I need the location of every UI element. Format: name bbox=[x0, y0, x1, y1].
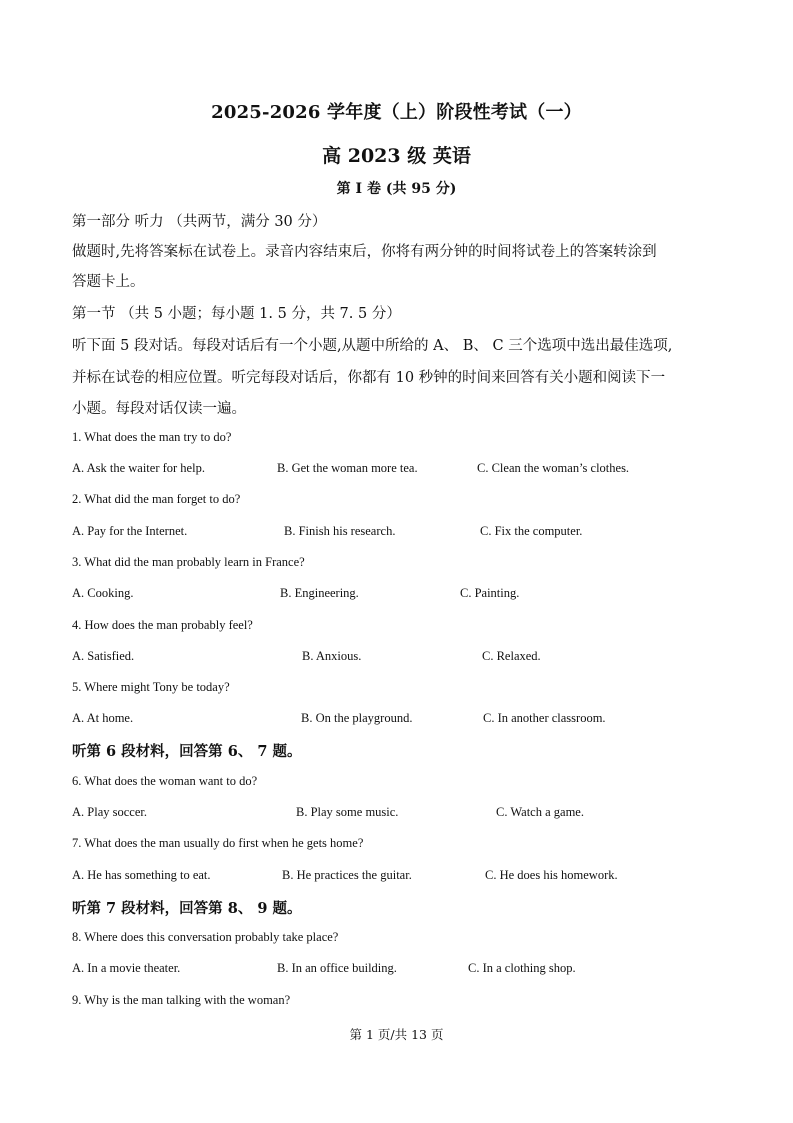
option-c: C. Painting. bbox=[460, 586, 520, 600]
question-stem: 6. What does the woman want to do? bbox=[72, 774, 258, 788]
option-b: B. In an office building. bbox=[277, 961, 397, 975]
option-a: A. Play soccer. bbox=[72, 805, 147, 819]
option-c: C. In another classroom. bbox=[483, 711, 606, 725]
option-c: C. In a clothing shop. bbox=[468, 961, 576, 975]
option-b: B. On the playground. bbox=[301, 711, 413, 725]
material-6-heading: 听第 6 段材料，回答第 6、 7 题。 bbox=[72, 743, 302, 760]
part1-instruction-line1: 做题时,先将答案标在试卷上。录音内容结束后，你将有两分钟的时间将试卷上的答案转涂到 bbox=[72, 244, 657, 260]
section1-heading: 第一节 （共 5 小题；每小题 1. 5 分，共 7. 5 分） bbox=[72, 306, 401, 322]
option-b: B. He practices the guitar. bbox=[282, 868, 412, 882]
option-c: C. Relaxed. bbox=[482, 649, 541, 663]
option-b: B. Play some music. bbox=[296, 805, 399, 819]
question-stem: 5. Where might Tony be today? bbox=[72, 680, 230, 694]
question-stem: 2. What did the man forget to do? bbox=[72, 492, 241, 506]
option-a: A. He has something to eat. bbox=[72, 868, 211, 882]
question-stem: 1. What does the man try to do? bbox=[72, 430, 232, 444]
option-a: A. At home. bbox=[72, 711, 134, 725]
option-b: B. Finish his research. bbox=[284, 524, 396, 538]
part1-heading: 第一部分 听力 （共两节，满分 30 分） bbox=[72, 214, 327, 230]
option-a: A. Cooking. bbox=[72, 586, 134, 600]
option-a: A. In a movie theater. bbox=[72, 961, 181, 975]
subject-title: 高 2023 级 英语 bbox=[322, 145, 471, 167]
option-a: A. Pay for the Internet. bbox=[72, 524, 188, 538]
exam-title: 2025-2026 学年度（上）阶段性考试（一） bbox=[211, 102, 582, 123]
option-b: B. Engineering. bbox=[280, 586, 359, 600]
option-c: C. Clean the woman’s clothes. bbox=[477, 461, 630, 475]
section1-instruction-line1: 听下面 5 段对话。每段对话后有一个小题,从题中所给的 A、 B、 C 三个选项中选出最佳选项, bbox=[72, 338, 673, 354]
question-stem: 3. What did the man probably learn in France? bbox=[72, 555, 305, 569]
option-c: C. Watch a game. bbox=[496, 805, 584, 819]
option-c: C. He does his homework. bbox=[485, 868, 618, 882]
section1-instruction-line3: 小题。每段对话仅读一遍。 bbox=[72, 401, 246, 417]
option-c: C. Fix the computer. bbox=[480, 524, 583, 538]
question-stem: 4. How does the man probably feel? bbox=[72, 618, 253, 632]
section1-instruction-line2: 并标在试卷的相应位置。听完每段对话后，你都有 10 秒钟的时间来回答有关小题和阅读下一 bbox=[72, 370, 666, 386]
question-stem: 9. Why is the man talking with the woman? bbox=[72, 993, 291, 1007]
option-b: B. Get the woman more tea. bbox=[277, 461, 418, 475]
question-stem: 7. What does the man usually do first when he gets home? bbox=[72, 836, 364, 850]
option-a: A. Ask the waiter for help. bbox=[72, 461, 205, 475]
option-b: B. Anxious. bbox=[302, 649, 362, 663]
page-number: 第 1 页/共 13 页 bbox=[349, 1027, 444, 1042]
material-7-heading: 听第 7 段材料，回答第 8、 9 题。 bbox=[72, 900, 302, 917]
question-stem: 8. Where does this conversation probably take place? bbox=[72, 930, 339, 944]
option-a: A. Satisfied. bbox=[72, 649, 135, 663]
volume-title: 第 I 卷 (共 95 分) bbox=[336, 181, 457, 197]
part1-instruction-line2: 答题卡上。 bbox=[72, 274, 145, 290]
